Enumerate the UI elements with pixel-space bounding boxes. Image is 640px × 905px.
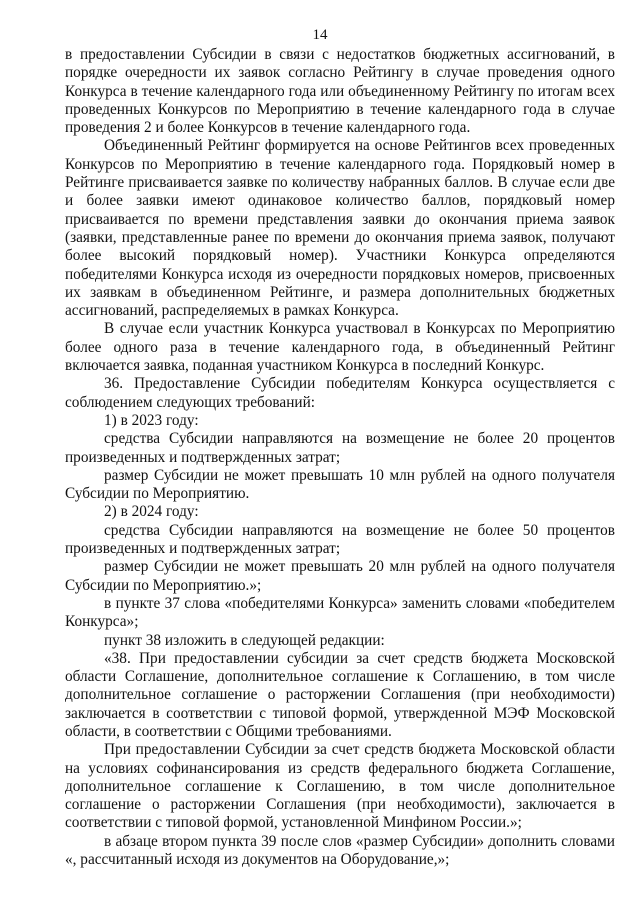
paragraph: средства Субсидии направляются на возмещение не более 20 процентов произведенных и подтвержденных затрат; xyxy=(65,430,615,466)
document-body xyxy=(65,46,615,869)
paragraph: пункт 38 изложить в следующей редакции: xyxy=(104,631,385,649)
page-number: 14 xyxy=(312,27,328,43)
paragraph: «38. При предоставлении субсидии за счет средств бюджета Московской области Соглашение, дополнительное соглашение к Соглашению, в том числе дополнительное соглашение о расторжении Соглашения (при необходимости) заключается в соответствии с типовой формой, утвержденной МЭФ Московской области, в соответствии с Общими требованиями. xyxy=(65,649,615,740)
paragraph: 1) в 2023 году: xyxy=(104,411,199,429)
paragraph: размер Субсидии не может превышать 20 млн рублей на одного получателя Субсидии по Мероприятию.»; xyxy=(65,558,615,594)
paragraph: средства Субсидии направляются на возмещение не более 50 процентов произведенных и подтвержденных затрат; xyxy=(65,521,615,558)
paragraph: Объединенный Рейтинг формируется на основе Рейтингов всех проведенных Конкурсов по Мероприятию в течение календарного года. Порядковый номер в Рейтинге присваивается заявке по количеству набранных баллов. В случае если две и более заявки имеют одинаковое количество баллов, порядковый номер присваивается по времени представления заявки до окончания приема заявок (заявки, представленные ранее по времени до окончания приема заявок, получают более высокий порядковый номер). Участники Конкурса определяются победителями Конкурса исходя из очередности порядковых номеров, присвоенных их заявкам в объединенном Рейтинге, и размера дополнительных бюджетных ассигнований, распределяемых в рамках Конкурса. xyxy=(65,137,615,320)
paragraph: в предоставлении Субсидии в связи с недостатков бюджетных ассигнований, в порядке очередности их заявок согласно Рейтингу в случае проведения одного Конкурса в течение календарного года или объединенному Рейтингу по итогам всех проведенных Конкурсов по Мероприятию в течение календарного года в случае проведения 2 и более Конкурсов в течение календарного года. xyxy=(65,46,615,137)
paragraph: размер Субсидии не может превышать 10 млн рублей на одного получателя Субсидии по Мероприятию. xyxy=(65,466,615,503)
paragraph: в абзаце втором пункта 39 после слов «размер Субсидии» дополнить словами «, рассчитанный исходя из документов на Оборудование,»; xyxy=(65,832,615,869)
paragraph: 36. Предоставление Субсидии победителям Конкурса осуществляется с соблюдением следующих требований: xyxy=(65,375,615,411)
paragraph: При предоставлении Субсидии за счет средств бюджета Московской области на условиях софинансирования из средств федерального бюджета Соглашение, дополнительное соглашение к Соглашению, в том числе дополнительное соглашение о расторжении Соглашения (при необходимости), заключается в соответствии с типовой формой, установленной Минфином России.»; xyxy=(65,741,615,832)
paragraph: 2) в 2024 году: xyxy=(104,503,199,521)
paragraph: В случае если участник Конкурса участвовал в Конкурсах по Мероприятию более одного раза в течение календарного года, в объединенный Рейтинг включается заявка, поданная участником Конкурса в последний Конкурс. xyxy=(65,320,615,375)
paragraph: в пункте 37 слова «победителями Конкурса» заменить словами «победителем Конкурса»; xyxy=(65,594,615,631)
